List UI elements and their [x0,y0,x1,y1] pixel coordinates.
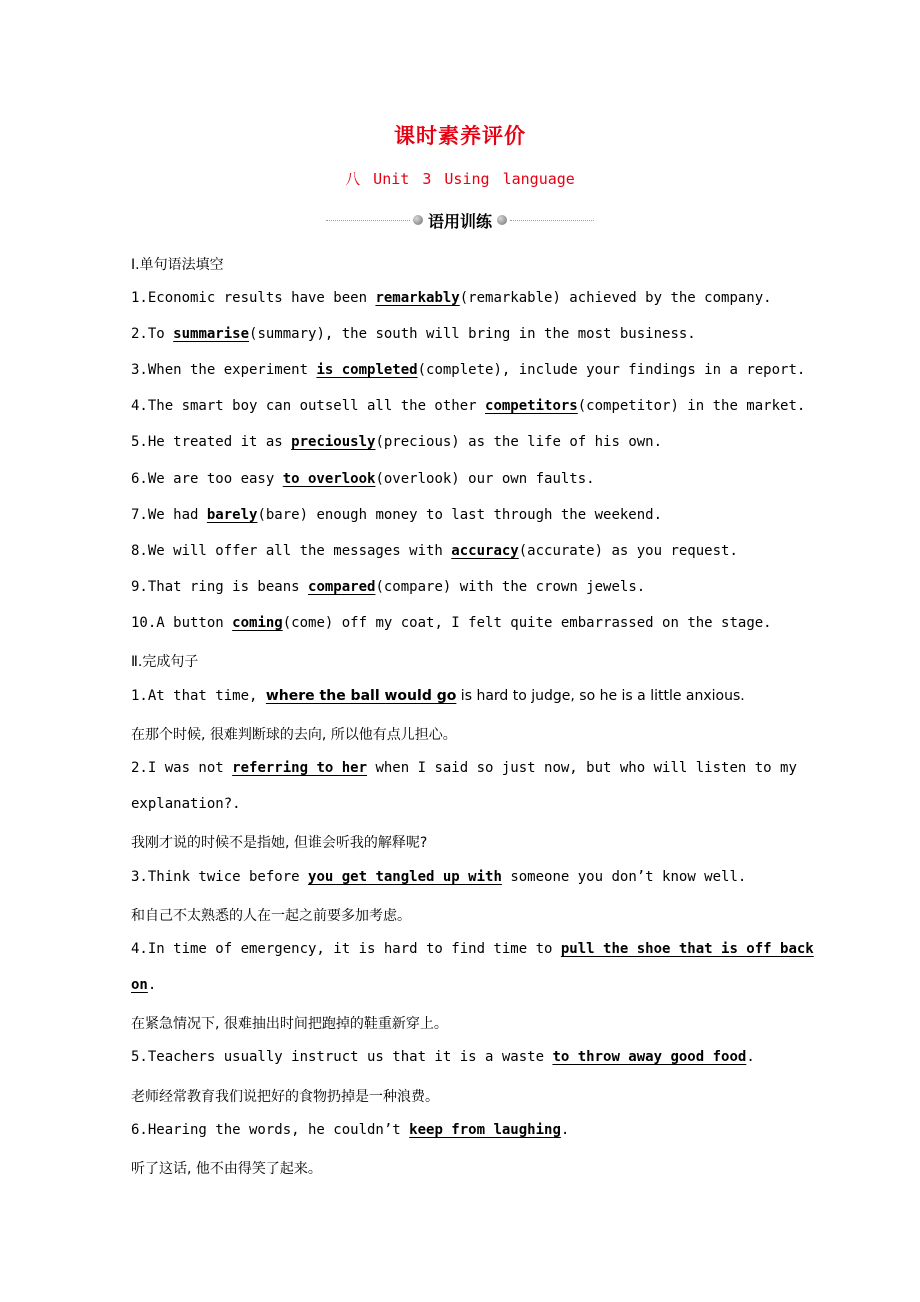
s1-item-5: 5.He treated it as preciously(precious) as the life of his own. [131,434,663,450]
section1-heading: Ⅰ.单句语法填空 [131,257,224,273]
section2-heading: Ⅱ.完成句子 [131,654,199,670]
s1-item-6: 6.We are too easy to overlook(overlook) our own faults. [131,471,595,487]
s2-item-6: 6.Hearing the words, he couldn’t keep from laughing. [131,1122,570,1138]
answer-blank: coming [232,615,283,631]
answer-blank: summarise [173,326,250,342]
s1-item-7: 7.We had barely(bare) enough money to last through the weekend. [131,507,663,523]
s2-item-5-translation: 老师经常教育我们说把好的食物扔掉是一种浪费。 [131,1089,439,1105]
s2-item-6-translation: 听了这话, 他不由得笑了起来。 [131,1161,322,1177]
answer-blank: keep from laughing [409,1122,561,1138]
s1-item-10: 10.A button coming(come) off my coat, I felt quite embarrassed on the stage. [131,615,772,631]
answer-blank: to overlook [282,471,376,487]
answer-blank: pull the shoe that is off back [560,941,814,957]
answer-blank: referring to her [232,760,368,776]
answer-blank: accuracy [451,543,519,559]
answer-blank: compared [308,579,376,595]
s2-item-3: 3.Think twice before you get tangled up with someone you don’t know well. [131,869,747,885]
answer-blank: preciously [291,434,376,450]
answer-blank: remarkably [375,290,460,306]
answer-blank: on [131,977,148,993]
s2-item-4: 4.In time of emergency, it is hard to find time to pull the shoe that is off back [131,941,814,957]
s2-item-1: 1.At that time, where the ball would go is hard to judge, so he is a little anxious. [131,688,745,704]
s2-item-2-continued: explanation?. [131,796,241,812]
answer-blank: is completed [316,362,418,378]
s2-item-4-translation: 在紧急情况下, 很难抽出时间把跑掉的鞋重新穿上。 [131,1016,448,1032]
s2-item-4-continued: on. [131,977,157,993]
banner-left-line [326,220,410,221]
s1-item-8: 8.We will offer all the messages with accuracy(accurate) as you request. [131,543,738,559]
s1-item-2: 2.To summarise(summary), the south will bring in the most business. [131,326,696,342]
page-subtitle: 八 Unit 3 Using language [345,170,575,188]
s1-item-9: 9.That ring is beans compared(compare) with the crown jewels. [131,579,646,595]
s1-item-3: 3.When the experiment is completed(complete), include your findings in a report. [131,362,806,378]
banner-right-dot-icon [497,215,507,225]
answer-blank: to throw away good food [552,1049,747,1065]
s2-item-2-translation: 我刚才说的时候不是指她, 但谁会听我的解释呢? [131,835,428,851]
banner-right-line [510,220,594,221]
answer-blank: you get tangled up with [308,869,502,885]
answer-blank: competitors [485,398,578,414]
answer-blank: barely [206,507,258,523]
answer-blank: where the ball would go [265,688,457,704]
section-banner [326,206,594,234]
s2-item-1-translation: 在那个时候, 很难判断球的去向, 所以他有点儿担心。 [131,727,457,743]
banner-left-dot-icon [413,215,423,225]
page-title: 课时素养评价 [394,124,526,148]
s2-item-3-translation: 和自己不太熟悉的人在一起之前要多加考虑。 [131,908,411,924]
s2-item-2: 2.I was not referring to her when I said so just now, but who will listen to my [131,760,797,776]
s1-item-1: 1.Economic results have been remarkably(remarkable) achieved by the company. [131,290,772,306]
banner-label: 语用训练 [428,211,493,231]
s2-item-5: 5.Teachers usually instruct us that it is a waste to throw away good food. [131,1049,755,1065]
s1-item-4: 4.The smart boy can outsell all the other competitors(competitor) in the market. [131,398,806,414]
